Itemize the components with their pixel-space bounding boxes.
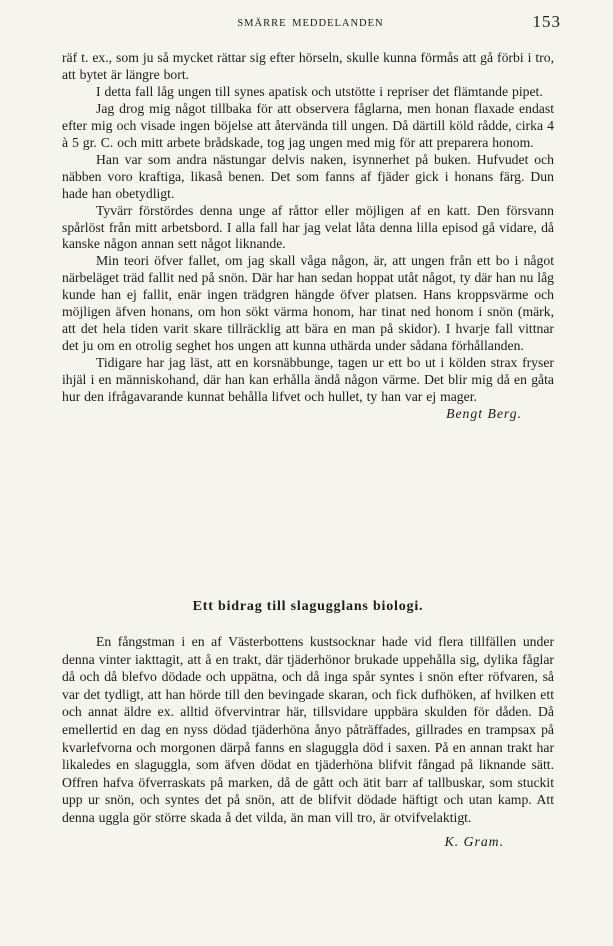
page-number: 153 xyxy=(532,12,561,31)
page-header xyxy=(60,12,561,36)
paragraph: Jag drog mig något tillbaka för att observera fåglarna, men honan flaxade endast efter mig och visade ingen böjelse att återvända till ungen. Då därtill köld rådde, cirka 4 à 5 gr. C. och mitt arbete brådskade, tog jag ungen med mig för att preparera honom. xyxy=(62,100,554,150)
running-head: SMÄRRE MEDDELANDEN xyxy=(237,18,384,29)
paragraph: Tidigare har jag läst, att en korsnäbbunge, tagen ur ett bo ut i kölden strax fryser ihjäl i en människohand, där han kan erhålla ändå någon värme. Det blir mig då en gåta hur den ifrågavarande kunnat behålla lifvet och hullet, ty han var ej mager. xyxy=(62,355,554,405)
author-signature: Bengt Berg. xyxy=(446,406,522,422)
paragraph: räf t. ex., som ju så mycket rättar sig efter hörseln, skulle kunna förmås att gå förbi i tro, att bytet är längre bort. xyxy=(62,50,554,82)
article-slaguggla xyxy=(62,599,554,850)
paragraph: En fångstman i en af Västerbottens kustsocknar hade vid flera tillfällen under denna vinter iakttagit, att å en trakt, där tjäderhönor brukade uppehålla sig, dylika fåglar då och då blefvo dödade och uppätna, och då inga spår syntes i snön efter röfvaren, så var det tydligt, att han hörde till den bevingade skaran, och fick dufhöken, af hvilken ett och annat äldre ex. alltid öfvervintrar här, tillsvidare uppbära skulden för dåden. Då emellertid en dag en nyss dödad tjäderhöna ånyo påträffades, gillrades en trampsax på kvarlefvorna och morgonen därpå fanns en slaguggla död i saxen. På en annan trakt har likaledes en slaguggla, som äfven dödat en tjäderhöna blifvit fångad på liknande sätt. Offren hafva öfverraskats på marken, då de gått och ätit barr af tallbuskar, som stuckit upp ur snön, och syntes det på snön, att de blifvit dödade häftigt och utan kamp. Att denna uggla gör större skada å det vilda, än man vill tro, är otvifvelaktigt. xyxy=(62,634,554,825)
article-continuation xyxy=(62,50,554,423)
paragraph: Min teori öfver fallet, om jag skall våga någon, är, att ungen från ett bo i något närbeläget träd fallit ned på snön. Där har han sedan hoppat utåt något, ty där han nu låg kunde han ej fallit, enär ingen trädgren hängde öfver platsen. Hans kroppsvärme och möjligen äfven honans, om hon sökt värma honom, har tinat ned honom i snön (märk, att det hela tiden varit skare tillräcklig att bära en man på skidor). I hvarje fall vittnar det ju om en otrolig seghet hos ungen att kunna uthärda under sådana förhållanden. xyxy=(62,253,554,354)
paragraph: I detta fall låg ungen till synes apatisk och utstötte i repriser det flämtande pipet. xyxy=(96,83,543,99)
article-title: Ett bidrag till slagugglans biologi. xyxy=(192,599,424,614)
paragraph: Tyvärr förstördes denna unge af råttor eller möjligen af en katt. Den försvann spårlöst från mitt arbetsbord. I alla fall har jag velat låta denna lilla episod gå vidare, då kanske någon annan sett något liknande. xyxy=(62,202,554,252)
paragraph: Han var som andra nästungar delvis naken, isynnerhet på buken. Hufvudet och näbben voro kraftiga, likaså benen. Det som fanns af fjäder gick i honans färg. Dun hade han obetydligt. xyxy=(62,151,554,201)
author-signature: K. Gram. xyxy=(444,833,504,849)
